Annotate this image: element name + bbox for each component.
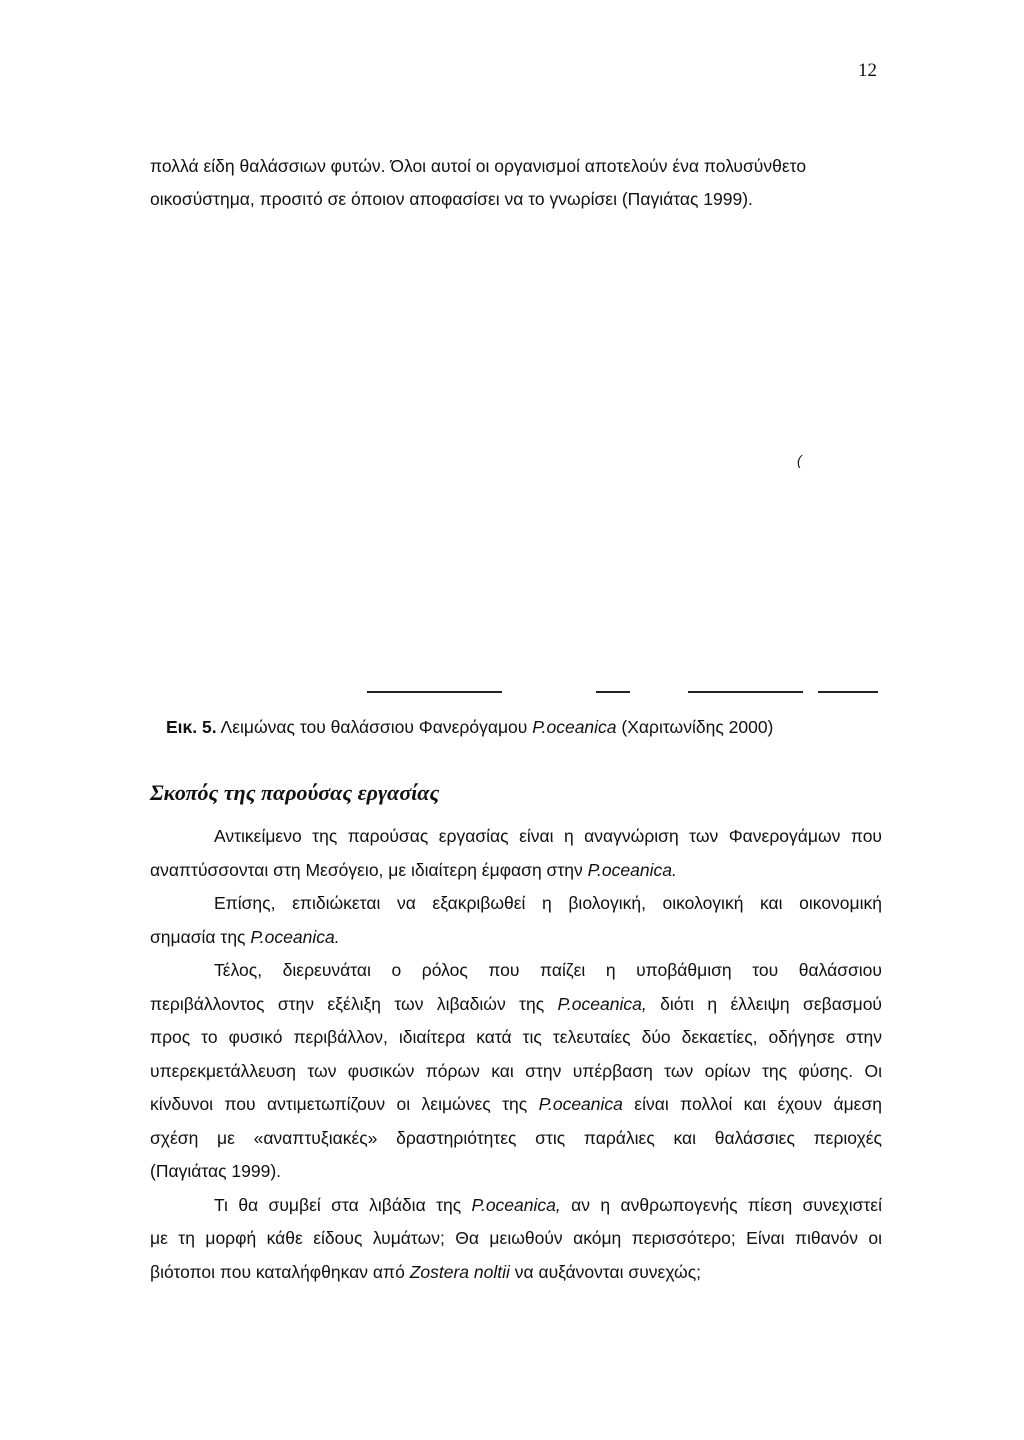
- section-body: [150, 820, 882, 1289]
- text-line: σχέση με «αναπτυξιακές» δραστηριότητες στις παράλιες και θαλάσσιες περιοχές: [150, 1127, 882, 1148]
- text-line: [150, 854, 882, 888]
- text-span: αναπτύσσονται στη Μεσόγειο, με ιδιαίτερη έμφαση στην: [150, 859, 583, 880]
- page-number: 12: [858, 60, 877, 81]
- text-line: με τη μορφή κάθε είδους λυμάτων; Θα μειωθούν ακόμη περισσότερο; Είναι πιθανόν οι: [150, 1228, 882, 1248]
- text-line: [150, 1088, 882, 1122]
- text-line: Τέλος, διερευνάται ο ρόλος που παίζει η υποβάθμιση του θαλάσσιου: [214, 960, 882, 980]
- species-name: P.oceanica,: [471, 1194, 561, 1215]
- figure-caption: [166, 717, 773, 738]
- text-span: περιβάλλοντος στην εξέλιξη των λιβαδιών της: [150, 993, 545, 1014]
- scan-rule: [596, 691, 630, 693]
- species-name: P.oceanica,: [557, 993, 647, 1014]
- text-span: διότι η έλλειψη σεβασμού: [660, 993, 883, 1014]
- text-span: να αυξάνονται συνεχώς;: [514, 1261, 702, 1282]
- intro-line: πολλά είδη θαλάσσιων φυτών. Όλοι αυτοί οι οργανισμοί αποτελούν ένα πολυσύνθετο: [150, 156, 807, 176]
- species-name: P.oceanica: [538, 1094, 623, 1114]
- species-name: Zostera noltii: [409, 1261, 510, 1282]
- caption-text: Λειμώνας του θαλάσσιου Φανερόγαμου: [220, 717, 528, 737]
- figure-stray-mark: (: [797, 452, 802, 468]
- section-heading: Σκοπός της παρούσας εργασίας: [150, 780, 440, 805]
- text-line: [150, 1256, 882, 1290]
- intro-line: οικοσύστημα, προσιτό σε όποιον αποφασίσει να το γνωρίσει (Παγιάτας 1999).: [150, 189, 753, 209]
- text-span: σημασία της: [150, 926, 246, 947]
- text-line: Επίσης, επιδιώκεται να εξακριβωθεί η βιολογική, οικολογική και οικονομική: [214, 893, 882, 913]
- text-line: [150, 921, 882, 955]
- species-name: P.oceanica.: [587, 859, 677, 880]
- scan-rule: [367, 691, 502, 693]
- figure-number: Εικ. 5.: [166, 717, 217, 737]
- text-span: βιότοποι που καταλήφθηκαν από: [150, 1261, 405, 1282]
- text-line: υπερεκμετάλλευση των φυσικών πόρων και στην υπέρβαση των ορίων της φύσης. Οι: [150, 1060, 882, 1081]
- text-span: Τι θα συμβεί στα λιβάδια της: [214, 1194, 462, 1215]
- intro-paragraph: [150, 150, 890, 216]
- scan-rule: [818, 691, 878, 693]
- species-name: P.oceanica: [532, 717, 617, 737]
- text-span: είναι πολλοί και έχουν άμεση: [634, 1094, 882, 1114]
- text-span: αν η ανθρωπογενής πίεση συνεχιστεί: [571, 1194, 882, 1215]
- text-line: [150, 988, 882, 1022]
- caption-source: (Χαριτωνίδης 2000): [621, 717, 774, 737]
- text-line: Αντικείμενο της παρούσας εργασίας είναι η αναγνώριση των Φανερογάμων που: [214, 826, 882, 846]
- figure-image-area: [150, 245, 890, 690]
- scan-rule: [688, 691, 803, 693]
- text-line: (Παγιάτας 1999).: [150, 1161, 282, 1181]
- text-line: προς το φυσικό περιβάλλον, ιδιαίτερα κατά τις τελευταίες δύο δεκαετίες, οδήγησε στην: [150, 1027, 882, 1047]
- species-name: P.oceanica.: [250, 926, 340, 947]
- text-span: κίνδυνοι που αντιμετωπίζουν οι λειμώνες της: [150, 1094, 528, 1114]
- text-line: [150, 1189, 882, 1223]
